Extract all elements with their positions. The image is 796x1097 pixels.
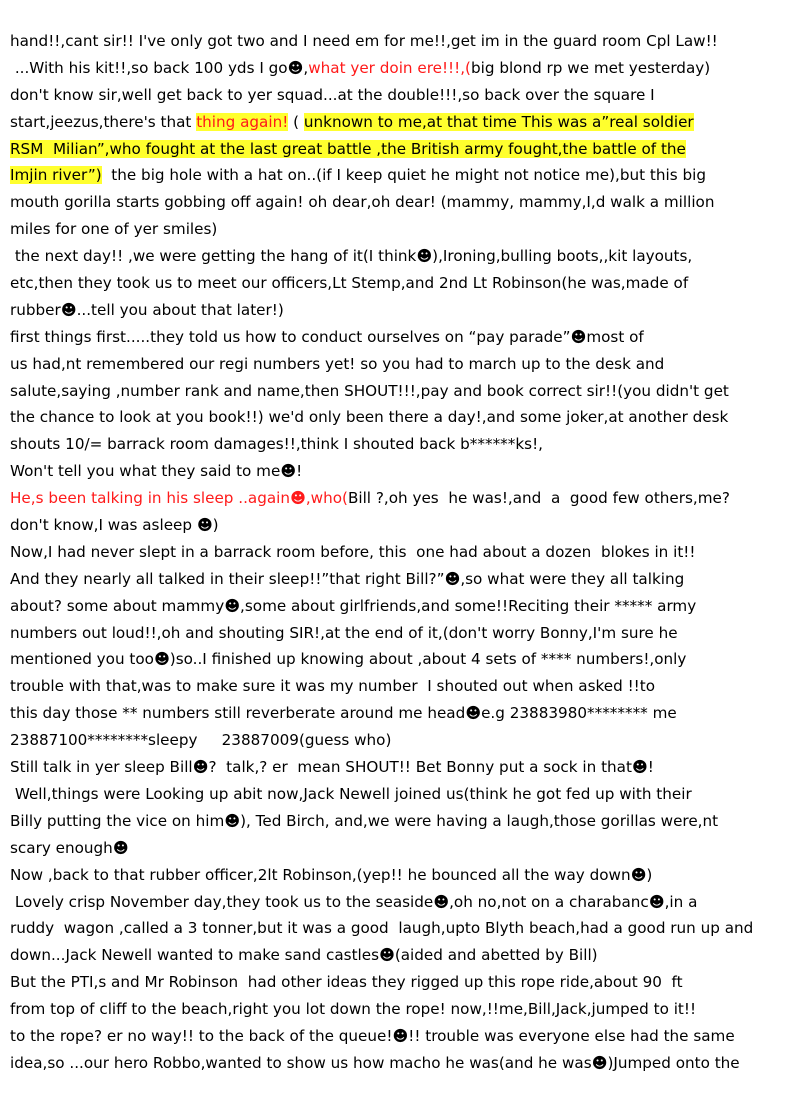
text-run: from top of cliff to the beach,right you lot down the rope! now,!!me,Bill,Jack,jumped to it!! [10, 1000, 697, 1019]
text-run: etc,then they took us to meet our officers,Lt Stemp,and 2nd Lt Robinson(he was,made of [10, 274, 689, 293]
text-line [10, 673, 786, 700]
text-run: mouth gorilla starts gobbing off again! oh dear,oh dear! (mammy, mammy,I,d walk a million [10, 193, 715, 212]
text-line [10, 136, 786, 163]
styled-text-run: RSM Milian”,who fought at the last great battle ,the British army fought,the battle of the [10, 139, 686, 158]
text-line [10, 351, 786, 378]
text-line [10, 458, 786, 485]
text-run: idea,so ...our hero Robbo,wanted to show us how macho he was(and he was☻)Jumped onto the [10, 1053, 740, 1072]
text-run: mentioned you too☻)so..I finished up knowing about ,about 4 sets of **** numbers!,only [10, 650, 687, 669]
text-run: to the rope? er no way!! to the back of the queue!☻!! trouble was everyone else had the same [10, 1026, 735, 1045]
text-run: numbers out loud!!,oh and shouting SIR!,at the end of it,(don't worry Bonny,I'm sure he [10, 623, 678, 642]
text-line [10, 700, 786, 727]
text-line [10, 862, 786, 889]
text-line [10, 727, 786, 754]
text-run: down...Jack Newell wanted to make sand castles☻(aided and abetted by Bill) [10, 946, 598, 965]
styled-text-run: unknown to me,at that time This was a”real soldier [303, 112, 694, 131]
text-run: Still talk in yer sleep Bill☻? talk,? er mean SHOUT!! Bet Bonny put a sock in that☻! [10, 758, 654, 777]
text-line [10, 646, 786, 673]
text-line [10, 942, 786, 969]
text-line [10, 808, 786, 835]
text-run: ruddy wagon ,called a 3 tonner,but it was a good laugh,upto Blyth beach,had a good run up and [10, 919, 754, 938]
text-line [10, 566, 786, 593]
text-line [10, 82, 786, 109]
text-line [10, 889, 786, 916]
text-line [10, 485, 786, 512]
text-line [10, 378, 786, 405]
text-line [10, 216, 786, 243]
text-run: trouble with that,was to make sure it was my number I shouted out when asked !!to [10, 677, 656, 696]
text-line [10, 431, 786, 458]
text-line [10, 1023, 786, 1050]
text-run: about? some about mammy☻,some about girlfriends,and some!!Reciting their ***** army [10, 596, 697, 615]
styled-text-run: Imjin river”) [10, 166, 102, 185]
text-run: Now ,back to that rubber officer,2lt Robinson,(yep!! he bounced all the way down☻) [10, 865, 653, 884]
text-run: shouts 10/= barrack room damages!!,think I shouted back b******ks!, [10, 435, 543, 454]
text-line [10, 996, 786, 1023]
text-run: Now,I had never slept in a barrack room before, this one had about a dozen blokes in it!! [10, 542, 696, 561]
text-run: ...With his kit!!,so back 100 yds I go☻, [10, 58, 309, 77]
text-run: the big hole with a hat on..(if I keep quiet he might not notice me),but this big [101, 166, 706, 185]
styled-text-run: what yer doin ere!!!,( [308, 58, 471, 77]
text-run: start,jeezus,there's that [10, 112, 197, 131]
text-run: miles for one of yer smiles) [10, 220, 218, 239]
text-line [10, 243, 786, 270]
text-run: And they nearly all talked in their sleep!!”that right Bill?”☻,so what were they all talking [10, 569, 685, 588]
styled-text-run: thing again! [196, 112, 289, 131]
text-run: Bill ?,oh yes he was!,and a good few others,me? [347, 489, 730, 508]
text-run: big blond rp we met yesterday) [470, 58, 711, 77]
text-run: don't know sir,well get back to yer squad...at the double!!!,so back over the square I [10, 85, 655, 104]
text-line [10, 270, 786, 297]
text-line [10, 620, 786, 647]
text-run: us had,nt remembered our regi numbers yet! so you had to march up to the desk and [10, 354, 665, 373]
text-line [10, 109, 786, 136]
text-line [10, 404, 786, 431]
text-line [10, 512, 786, 539]
text-run: Won't tell you what they said to me☻! [10, 462, 303, 481]
text-run: rubber☻...tell you about that later!) [10, 300, 284, 319]
styled-text-run: He,s been talking in his sleep ..again☻,who( [10, 489, 348, 508]
text-line [10, 754, 786, 781]
text-run: Well,things were Looking up abit now,Jack Newell joined us(think he got fed up with their [10, 784, 692, 803]
text-line [10, 162, 786, 189]
text-line [10, 297, 786, 324]
text-run: Billy putting the vice on him☻), Ted Birch, and,we were having a laugh,those gorillas were,nt [10, 811, 719, 830]
text-run: hand!!,cant sir!! I've only got two and I need em for me!!,get im in the guard room Cpl Law!! [10, 32, 718, 50]
text-line [10, 781, 786, 808]
text-line [10, 189, 786, 216]
text-line [10, 835, 786, 862]
text-run: the next day!! ,we were getting the hang of it(I think☻),Ironing,bulling boots,,kit layouts, [10, 247, 693, 266]
text-run: the chance to look at you book!!) we'd only been there a day!,and some joker,at another desk [10, 408, 729, 427]
text-run: 23887100********sleepy 23887009(guess who) [10, 731, 392, 750]
text-run: don't know,I was asleep ☻) [10, 516, 219, 535]
text-line [10, 324, 786, 351]
text-line [10, 28, 786, 55]
text-run: first things first.....they told us how to conduct ourselves on “pay parade”☻most of [10, 327, 644, 346]
text-run: ( [288, 112, 304, 131]
text-run: Lovely crisp November day,they took us to the seaside☻,oh no,not on a charabanc☻,in a [10, 892, 698, 911]
text-run: scary enough☻ [10, 838, 129, 857]
text-run: But the PTI,s and Mr Robinson had other ideas they rigged up this rope ride,about 90 ft [10, 973, 683, 992]
text-run: salute,saying ,number rank and name,then SHOUT!!!,pay and book correct sir!!(you didn't get [10, 381, 729, 400]
text-line [10, 915, 786, 942]
text-line [10, 593, 786, 620]
text-line [10, 969, 786, 996]
text-line [10, 539, 786, 566]
text-run: this day those ** numbers still reverberate around me head☻e.g 23883980******** me [10, 704, 677, 723]
text-line [10, 1050, 786, 1077]
text-line [10, 55, 786, 82]
